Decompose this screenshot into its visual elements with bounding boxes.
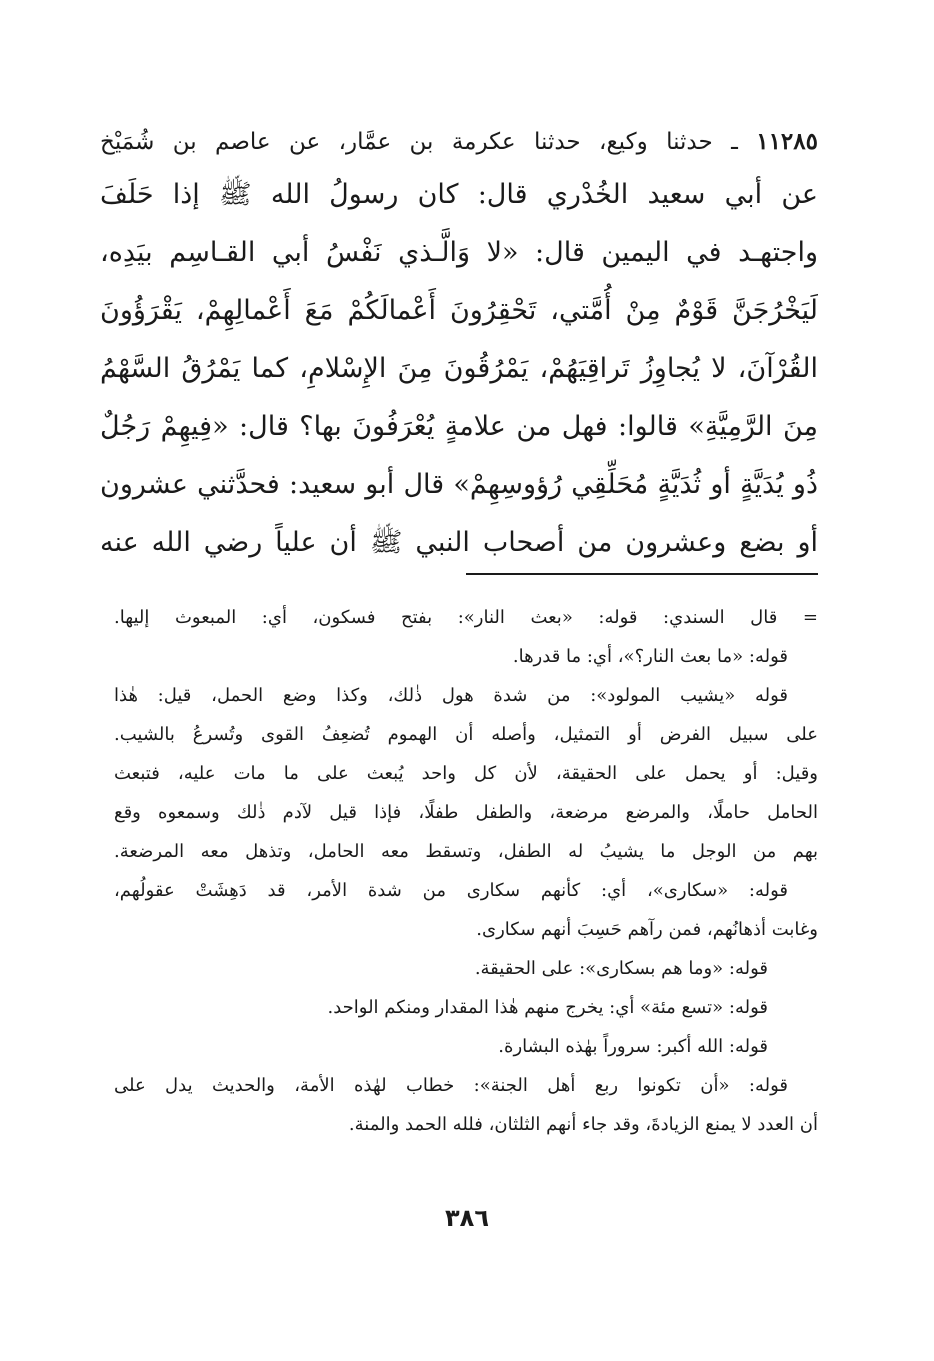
note-line-5: وقيل: أو يحمل على الحقيقة، لأن كل واحد يُبعث على ما مات عليه، فتبعث xyxy=(114,763,818,784)
note-line-6: الحامل حاملًا، والمرضع مرضعة، والطفل طفلًا، فإذا قيل لآدم ذٰلك وسمعوه وقع xyxy=(114,802,818,823)
main-line-5: القُرْآنَ، لا يُجاوِزُ تَراقِيَهُمْ، يَمْرُقُونَ مِنَ الإِسْلامِ، كما يَمْرُقُ السَّهْمُ xyxy=(100,353,818,384)
note-line-13: قوله: «أن تكونوا ربع أهل الجنة»: خطاب لهٰذه الأمة، والحديث يدل على xyxy=(114,1075,788,1096)
main-line-3: واجتهـد في اليمين قال: «لا وَالَّـذي نَفْسُ أبي القـاسِم بيَدِه، xyxy=(100,237,818,268)
note-line-8: قوله: «سكارى»، أي: كأنهم سكارى من شدة الأمر، قد دَهِشَتْ عقولُهم، xyxy=(114,880,788,901)
main-line-2: عن أبي سعيد الخُدْري قال: كان رسولُ الله ﷺ إذا حَلَفَ xyxy=(100,179,818,210)
note-line-14: أن العدد لا يمنع الزيادةَ، وقد جاء أنهم الثلثان، فلله الحمد والمنة. xyxy=(348,1114,818,1135)
main-line-7: ذُو يُدَيَّةٍ أو ثُدَيَّةٍ مُحَلِّقِي رُؤوسِهِمْ» قال أبو سعيد: فحدَّثني عشرون xyxy=(100,469,818,500)
note-line-10: قوله: «وما هم بسكارى»: على الحقيقة. xyxy=(474,958,768,979)
main-line-1-text: ـ حدثنا وكيع، حدثنا عكرمة بن عمَّار، عن عاصم بن شُمَيْخ xyxy=(100,129,757,155)
main-line-8: أو بضع وعشرون من أصحاب النبي ﷺ أن علياً رضي الله عنه xyxy=(100,527,818,558)
note-line-11: قوله: «تسع مئة» أي: يخرج منهم هٰذا المقدار ومنكم الواحد. xyxy=(327,997,768,1018)
note-line-2: قوله: «ما بعث النار؟»، أي: ما قدرها. xyxy=(512,646,788,667)
page-number: ٣٨٦ xyxy=(445,1204,489,1232)
note-line-4: على سبيل الفرض أو التمثيل، وأصله أن الهموم تُضعِفُ القوى وتُسرعُ بالشيب. xyxy=(114,724,818,745)
hadith-main-text xyxy=(100,118,818,572)
note-line-9: وغابت أذهانُهم، فمن رآهم حَسِبَ أنهم سكارى. xyxy=(476,919,818,940)
footnote-divider xyxy=(466,573,818,575)
main-line-4: لَيَخْرُجَنَّ قَوْمٌ مِنْ أُمَّتي، تَحْقِرُونَ أَعْمالَكُمْ مَعَ أَعْمالِهِمْ، يَقْرَؤُونَ xyxy=(100,295,818,326)
footnotes xyxy=(114,598,818,1144)
note-line-1: = قال السندي: قوله: «بعث النار»: بفتح فسكون، أي: المبعوث إليها. xyxy=(114,607,818,628)
main-line-6: مِنَ الرَّمِيَّةِ» قالوا: فهل من علامةٍ يُعْرَفُونَ بها؟ قال: «فِيهِمْ رَجُلٌ xyxy=(100,411,818,442)
note-line-3: قوله «يشيب المولود»: من شدة هول ذٰلك، وكذا وضع الحمل، قيل: هٰذا xyxy=(114,685,788,706)
note-line-12: قوله: الله أكبر: سروراً بهٰذه البشارة. xyxy=(498,1036,768,1057)
main-line-1 xyxy=(100,118,818,166)
hadith-number: ١١٢٨٥ xyxy=(756,128,818,155)
note-line-7: بهم من الوجل ما يشيبُ له الطفل، وتسقط معه الحامل، وتذهل معه المرضعة. xyxy=(114,841,818,862)
